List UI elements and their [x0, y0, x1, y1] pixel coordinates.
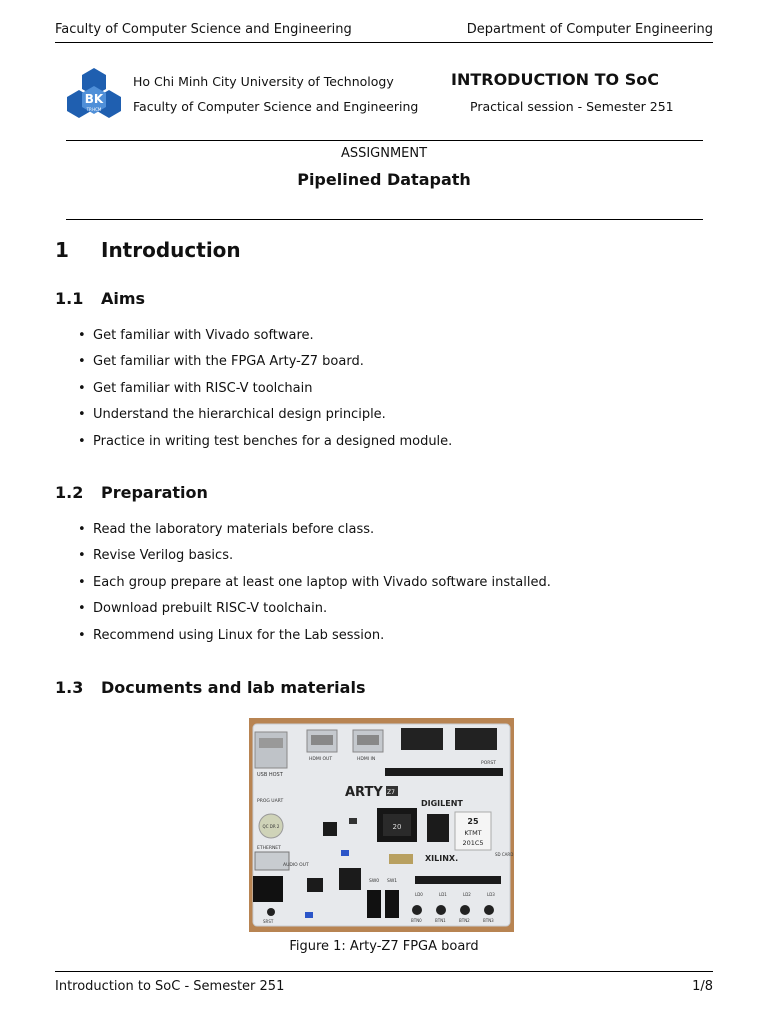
logo-subtext: TP.HCM	[86, 107, 102, 112]
label-sw1: SW1	[387, 879, 398, 884]
label-porst: PORST	[481, 761, 496, 766]
label-sw0: SW0	[369, 879, 380, 884]
chip-label: 20	[392, 823, 402, 831]
title-rule-top	[66, 140, 703, 141]
label-sd-card: SD CARD	[495, 852, 514, 857]
label-prog-uart: PROG UART	[257, 799, 284, 804]
subsection-heading-documents	[55, 678, 365, 697]
footer-rule	[55, 971, 713, 972]
section-heading	[55, 238, 241, 262]
label-srst: SRST	[263, 919, 274, 924]
course-subtitle: Practical session - Semester 251	[470, 99, 674, 114]
list-item: • Get familiar with Vivado software.	[78, 327, 452, 353]
aims-list	[78, 327, 452, 459]
label-ld0: LD0	[415, 892, 423, 897]
label-ethernet: ETHERNET	[257, 846, 281, 851]
label-hdmi-out: HDMI OUT	[309, 757, 333, 762]
list-item: • Revise Verilog basics.	[78, 547, 551, 573]
section-title: Introduction	[101, 238, 241, 262]
running-header-left: Faculty of Computer Science and Engineering	[55, 22, 352, 37]
subsection-number: 1.3	[55, 678, 84, 697]
label-btn1: BTN1	[435, 918, 446, 923]
label-hdmi-in: HDMI IN	[357, 757, 376, 762]
list-item: • Download prebuilt RISC-V toolchain.	[78, 600, 551, 626]
assignment-title: Pipelined Datapath	[297, 170, 471, 189]
list-item: • Understand the hierarchical design principle.	[78, 406, 452, 432]
section-number: 1	[55, 238, 69, 262]
label-audio-out: AUDIO OUT	[283, 863, 309, 868]
subsection-title: Aims	[101, 289, 146, 308]
subsection-heading-preparation	[55, 483, 208, 502]
board-brand-suffix: Z7	[387, 789, 395, 796]
list-item: • Get familiar with RISC-V toolchain	[78, 380, 452, 406]
running-header-right: Department of Computer Engineering	[466, 22, 713, 37]
list-item: • Recommend using Linux for the Lab session.	[78, 627, 551, 653]
list-item: • Read the laboratory materials before class.	[78, 521, 551, 547]
subsection-title: Preparation	[101, 483, 208, 502]
assignment-label: ASSIGNMENT	[340, 146, 428, 161]
subsection-heading-aims	[55, 289, 145, 308]
board-brand: ARTY	[345, 785, 383, 800]
label-ld3: LD3	[487, 892, 495, 897]
sticker-number: 25	[467, 817, 479, 826]
subsection-number: 1.1	[55, 289, 84, 308]
label-btn3: BTN3	[483, 918, 494, 923]
list-item: • Practice in writing test benches for a designed module.	[78, 433, 452, 459]
board-maker: DIGILENT	[421, 799, 463, 808]
logo-text: BK	[84, 92, 104, 106]
label-ld2: LD2	[463, 892, 471, 897]
arty-z7-board-image	[249, 718, 514, 932]
label-btn0: BTN0	[411, 918, 422, 923]
list-item: • Get familiar with the FPGA Arty-Z7 board.	[78, 353, 452, 379]
label-ld1: LD1	[439, 892, 447, 897]
page-number: 1/8	[692, 979, 713, 994]
figure-caption: Figure 1: Arty-Z7 FPGA board	[289, 939, 479, 954]
sticker-line-2: 201C5	[462, 839, 484, 847]
university-logo	[66, 68, 122, 120]
header-rule	[55, 42, 713, 43]
preparation-list	[78, 521, 551, 653]
course-title: INTRODUCTION TO SoC	[451, 70, 659, 89]
faculty-name: Faculty of Computer Science and Engineering	[133, 99, 419, 114]
university-name: Ho Chi Minh City University of Technology	[133, 74, 394, 89]
qc-sticker: QC DR 2	[262, 824, 280, 829]
title-rule-bottom	[66, 219, 703, 220]
subsection-number: 1.2	[55, 483, 84, 502]
subsection-title: Documents and lab materials	[101, 678, 366, 697]
footer-left: Introduction to SoC - Semester 251	[55, 979, 285, 994]
list-item: • Each group prepare at least one laptop with Vivado software installed.	[78, 574, 551, 600]
label-btn2: BTN2	[459, 918, 470, 923]
label-usb-host: USB HOST	[257, 772, 283, 778]
sticker-line-1: KTMT	[464, 829, 482, 837]
chip-vendor: XILINX.	[425, 854, 459, 863]
